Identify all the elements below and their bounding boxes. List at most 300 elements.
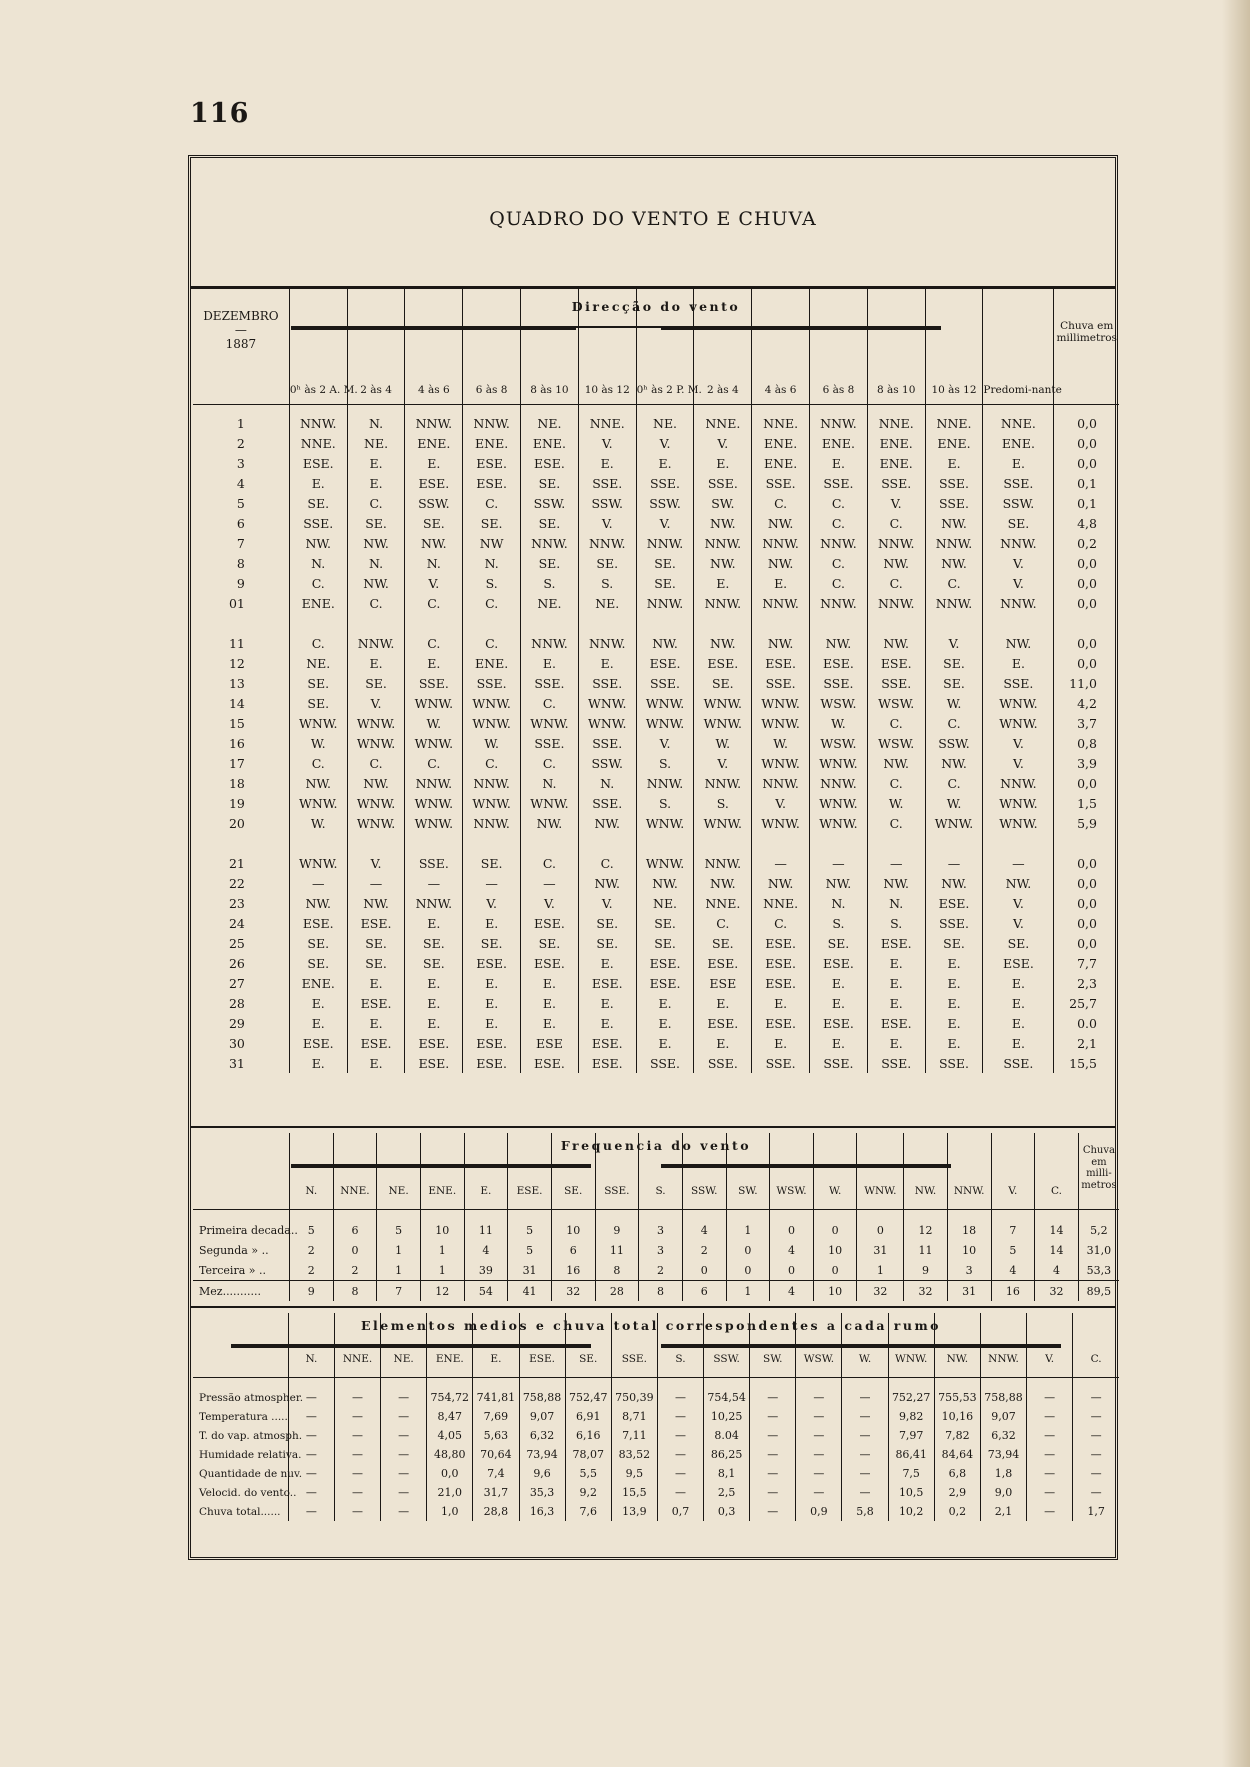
elements-heading: Elementos medios e chuva total correspondentes a cada rumo (360, 1318, 942, 1333)
value-cell: 31,0 (1078, 1240, 1119, 1260)
wind-cell: NW. (405, 533, 463, 553)
wind-cell: E. (636, 453, 694, 473)
value-cell: 758,88 (980, 1378, 1026, 1408)
wind-cell: NW. (867, 633, 925, 653)
wind-cell: N. (289, 553, 347, 573)
day-cell: 27 (228, 975, 245, 991)
freq-header-row (193, 1133, 1119, 1210)
table-row (193, 1426, 1119, 1445)
value-cell: 10,5 (888, 1483, 934, 1502)
wind-cell: NNW. (347, 633, 405, 653)
wind-cell: WNW. (463, 793, 521, 813)
day-cell: 12 (228, 655, 245, 671)
wind-cell: V. (694, 753, 752, 773)
value-cell: 7 (991, 1210, 1035, 1241)
table-row (193, 453, 1119, 473)
row-label: Pressão atmospher. (199, 1391, 304, 1404)
value-cell: 3 (639, 1210, 683, 1241)
direction-header: SSE. (611, 1313, 657, 1378)
page-number: 116 (190, 98, 250, 129)
wind-cell: ESE (694, 973, 752, 993)
value-cell: 53,3 (1078, 1260, 1119, 1281)
gap-cell (463, 833, 521, 853)
rain-cell: 0,0 (1054, 405, 1119, 434)
wind-cell: V. (983, 573, 1054, 593)
table-row (193, 733, 1119, 753)
day-cell: 3 (236, 455, 245, 471)
value-cell: — (334, 1378, 380, 1408)
value-cell: 5,63 (473, 1426, 519, 1445)
value-cell: — (657, 1407, 703, 1426)
page-edge-shadow (1222, 0, 1250, 1767)
wind-cell: ESE. (463, 453, 521, 473)
table-row (193, 913, 1119, 933)
wind-cell: SSE. (867, 473, 925, 493)
value-cell: 10 (813, 1240, 857, 1260)
wind-cell: ENE. (752, 433, 810, 453)
wind-cell: ESE. (578, 973, 636, 993)
gap-cell (289, 613, 347, 633)
gap-cell (193, 833, 289, 853)
wind-cell: SSE. (983, 1053, 1054, 1073)
wind-cell: — (752, 853, 810, 873)
value-cell: 31 (947, 1281, 991, 1302)
value-cell: 9,2 (565, 1483, 611, 1502)
value-cell: 2 (639, 1260, 683, 1281)
value-cell: — (842, 1483, 888, 1502)
gap-cell (694, 833, 752, 853)
wind-cell: NW. (810, 873, 868, 893)
gap-cell (289, 833, 347, 853)
period-header: 8 às 10 (867, 288, 925, 405)
wind-cell: C. (867, 513, 925, 533)
wind-cell: NNW. (983, 533, 1054, 553)
rain-cell: 11,0 (1054, 673, 1119, 693)
value-cell: 73,94 (980, 1445, 1026, 1464)
wind-cell: ENE. (867, 453, 925, 473)
value-cell: 21,0 (427, 1483, 473, 1502)
value-cell: 6 (682, 1281, 726, 1302)
value-cell: — (657, 1378, 703, 1408)
wind-cell: C. (810, 553, 868, 573)
row-label-header (193, 1313, 288, 1378)
wind-cell: ESE. (578, 1033, 636, 1053)
wind-cell: NNW. (578, 533, 636, 553)
value-cell: 18 (947, 1210, 991, 1241)
wind-cell: E. (578, 953, 636, 973)
day-cell: 30 (228, 1035, 245, 1051)
wind-cell: E. (867, 1033, 925, 1053)
table-row (193, 1445, 1119, 1464)
day-cell: 21 (228, 855, 245, 871)
value-cell: — (750, 1426, 796, 1445)
wind-cell: WNW. (289, 793, 347, 813)
wind-cell: SSE. (752, 473, 810, 493)
wind-cell: E. (521, 1013, 579, 1033)
value-cell: 35,3 (519, 1483, 565, 1502)
wind-cell: NNW. (578, 633, 636, 653)
wind-cell: NW (463, 533, 521, 553)
value-cell: 7,97 (888, 1426, 934, 1445)
wind-cell: SE. (289, 953, 347, 973)
wind-cell: NW. (867, 553, 925, 573)
wind-cell: V. (521, 893, 579, 913)
value-cell: 8,1 (704, 1464, 750, 1483)
wind-cell: C. (925, 773, 983, 793)
gap-cell (752, 833, 810, 853)
wind-cell: S. (694, 793, 752, 813)
wind-cell: N. (347, 553, 405, 573)
value-cell: 0 (770, 1260, 814, 1281)
value-cell: — (842, 1407, 888, 1426)
rain-cell: 15,5 (1054, 1053, 1119, 1073)
value-cell: 2 (289, 1240, 333, 1260)
wind-cell: SE. (347, 513, 405, 533)
day-cell: 6 (236, 515, 245, 531)
value-cell: 9 (595, 1210, 639, 1241)
table-row (193, 633, 1119, 653)
value-cell: 15,5 (611, 1483, 657, 1502)
wind-cell: WNW. (463, 693, 521, 713)
wind-cell: SSE. (463, 673, 521, 693)
wind-cell: C. (521, 853, 579, 873)
rain-header: Chuva em milli-metros (1078, 1133, 1119, 1210)
wind-cell: NW. (867, 873, 925, 893)
direction-header: NW. (934, 1313, 980, 1378)
wind-cell: WNW. (636, 713, 694, 733)
rain-cell: 0.0 (1054, 1013, 1119, 1033)
day-cell: 16 (228, 735, 245, 751)
wind-cell: WNW. (347, 793, 405, 813)
frequency-table (193, 1133, 1119, 1301)
wind-cell: NW. (289, 533, 347, 553)
value-cell: — (288, 1378, 334, 1408)
wind-cell: C. (694, 913, 752, 933)
wind-cell: C. (752, 493, 810, 513)
wind-cell: WNW. (694, 713, 752, 733)
value-cell: 2 (289, 1260, 333, 1281)
direction-header: W. (813, 1133, 857, 1210)
wind-cell: ESE. (636, 953, 694, 973)
wind-cell: ESE. (405, 1053, 463, 1073)
elements-table (193, 1313, 1119, 1521)
table-row (193, 493, 1119, 513)
direction-header: ESE. (508, 1133, 552, 1210)
table-row (193, 1407, 1119, 1426)
value-cell: 89,5 (1078, 1281, 1119, 1302)
wind-cell: NNE. (925, 405, 983, 434)
day-cell: 28 (228, 995, 245, 1011)
value-cell: 5 (508, 1240, 552, 1260)
wind-cell: NW. (289, 773, 347, 793)
wind-cell: E. (925, 453, 983, 473)
wind-cell: NNW. (463, 813, 521, 833)
wind-cell: NNW. (867, 593, 925, 613)
value-cell: — (1027, 1502, 1073, 1521)
value-cell: — (1073, 1483, 1119, 1502)
wind-cell: E. (347, 453, 405, 473)
wind-cell: E. (636, 1033, 694, 1053)
wind-cell: W. (463, 733, 521, 753)
row-label: Quantidade de nuv. (199, 1467, 303, 1480)
wind-cell: E. (752, 993, 810, 1013)
direction-header: W. (842, 1313, 888, 1378)
value-cell: 8 (333, 1281, 377, 1302)
wind-cell: ESE. (347, 993, 405, 1013)
wind-cell: E. (463, 1013, 521, 1033)
period-header: 0ʰ às 2 P. M. (636, 288, 694, 405)
wind-cell: NW. (925, 513, 983, 533)
value-cell: 8.04 (704, 1426, 750, 1445)
table-row (193, 653, 1119, 673)
day-cell: 9 (236, 575, 245, 591)
wind-cell: E. (521, 653, 579, 673)
wind-cell: S. (636, 793, 694, 813)
direction-header: WSW. (796, 1313, 842, 1378)
wind-cell: — (463, 873, 521, 893)
rain-cell: 0,0 (1054, 453, 1119, 473)
wind-cell: WNW. (289, 713, 347, 733)
rain-cell: 0,0 (1054, 893, 1119, 913)
value-cell: 86,41 (888, 1445, 934, 1464)
year-label: 1887 (225, 336, 257, 351)
table-row (193, 1033, 1119, 1053)
value-cell: — (657, 1445, 703, 1464)
wind-cell: WSW. (867, 693, 925, 713)
wind-cell: SE. (347, 933, 405, 953)
wind-cell: WNW. (636, 693, 694, 713)
wind-cell: — (347, 873, 405, 893)
wind-cell: SSE. (752, 1053, 810, 1073)
wind-cell: E. (347, 973, 405, 993)
wind-cell: C. (463, 753, 521, 773)
wind-cell: NNE. (289, 433, 347, 453)
wind-cell: ENE. (752, 453, 810, 473)
wind-cell: ENE. (925, 433, 983, 453)
wind-cell: WSW. (810, 693, 868, 713)
value-cell: — (750, 1483, 796, 1502)
wind-cell: NNE. (694, 893, 752, 913)
gap-cell (521, 833, 579, 853)
value-cell: 0 (682, 1260, 726, 1281)
value-cell: 11 (595, 1240, 639, 1260)
wind-cell: SSE. (925, 913, 983, 933)
wind-cell: V. (983, 733, 1054, 753)
value-cell: — (842, 1464, 888, 1483)
value-cell: 11 (904, 1240, 948, 1260)
value-cell: 6,32 (980, 1426, 1026, 1445)
gap-cell (463, 613, 521, 633)
rain-cell: 0,0 (1054, 433, 1119, 453)
value-cell: 9,07 (519, 1407, 565, 1426)
wind-cell: SE. (347, 953, 405, 973)
wind-cell: SSE. (925, 493, 983, 513)
value-cell: 5 (508, 1210, 552, 1241)
direction-header: NNW. (980, 1313, 1026, 1378)
wind-cell: V. (578, 513, 636, 533)
day-cell: 7 (236, 535, 245, 551)
wind-cell: V. (578, 433, 636, 453)
direction-header: S. (657, 1313, 703, 1378)
wind-cell: WNW. (405, 693, 463, 713)
wind-cell: V. (636, 733, 694, 753)
wind-cell: ESE. (521, 1053, 579, 1073)
value-cell: — (334, 1502, 380, 1521)
wind-cell: SSW. (405, 493, 463, 513)
value-cell: — (334, 1464, 380, 1483)
direction-header: N. (288, 1313, 334, 1378)
direction-header: NNW. (947, 1133, 991, 1210)
frequency-heading: Frequencia do vento (560, 1138, 752, 1153)
wind-cell: E. (578, 1013, 636, 1033)
value-cell: 4 (682, 1210, 726, 1241)
value-cell: 10,2 (888, 1502, 934, 1521)
gap-cell (925, 833, 983, 853)
gap-cell (867, 833, 925, 853)
value-cell: 7 (377, 1281, 421, 1302)
wind-cell: WNW. (347, 733, 405, 753)
value-cell: 83,52 (611, 1445, 657, 1464)
day-cell: 11 (228, 635, 245, 651)
wind-cell: E. (289, 993, 347, 1013)
value-cell: 4 (991, 1260, 1035, 1281)
period-header: 8 às 10 (521, 288, 579, 405)
wind-cell: WSW. (867, 733, 925, 753)
value-cell: — (288, 1483, 334, 1502)
value-cell: 6,32 (519, 1426, 565, 1445)
wind-cell: C. (925, 713, 983, 733)
wind-cell: WNW. (578, 693, 636, 713)
value-cell: 752,27 (888, 1378, 934, 1408)
value-cell: 48,80 (427, 1445, 473, 1464)
wind-cell: NW. (289, 893, 347, 913)
value-cell: 4 (1035, 1260, 1079, 1281)
wind-cell: NNW. (521, 633, 579, 653)
wind-cell: C. (810, 513, 868, 533)
direction-header: N. (289, 1133, 333, 1210)
wind-cell: NNE. (694, 405, 752, 434)
value-cell: 73,94 (519, 1445, 565, 1464)
value-cell: 1,7 (1073, 1502, 1119, 1521)
wind-cell: SE. (289, 493, 347, 513)
wind-cell: ENE. (289, 973, 347, 993)
wind-cell: SE. (925, 653, 983, 673)
wind-cell: ESE. (752, 1013, 810, 1033)
value-cell: 41 (508, 1281, 552, 1302)
value-cell: 0 (813, 1260, 857, 1281)
wind-cell: ESE. (810, 653, 868, 673)
wind-cell: SSE. (983, 673, 1054, 693)
wind-cell: ESE. (463, 1053, 521, 1073)
wind-cell: E. (289, 1053, 347, 1073)
wind-cell: SE. (983, 933, 1054, 953)
value-cell: 28 (595, 1281, 639, 1302)
table-row (193, 673, 1119, 693)
gap-cell (1054, 613, 1119, 633)
wind-cell: C. (925, 573, 983, 593)
wind-cell: E. (578, 653, 636, 673)
wind-cell: NNW. (752, 593, 810, 613)
value-cell: — (1073, 1378, 1119, 1408)
gap-cell (521, 613, 579, 633)
wind-cell: NW. (752, 633, 810, 653)
value-cell: 1 (726, 1210, 770, 1241)
direction-header: WSW. (770, 1133, 814, 1210)
direction-header: NW. (904, 1133, 948, 1210)
direction-header: WNW. (857, 1133, 904, 1210)
value-cell: 39 (464, 1260, 508, 1281)
wind-cell: SE. (405, 513, 463, 533)
wind-cell: NNW. (694, 773, 752, 793)
table-row (193, 1378, 1119, 1408)
table-row (193, 1053, 1119, 1073)
wind-header-row (193, 288, 1119, 405)
value-cell: 1 (857, 1260, 904, 1281)
value-cell: — (334, 1445, 380, 1464)
wind-cell: WNW. (752, 693, 810, 713)
value-cell: 5,5 (565, 1464, 611, 1483)
value-cell: 1,0 (427, 1502, 473, 1521)
value-cell: 9,82 (888, 1407, 934, 1426)
wind-cell: SE. (405, 953, 463, 973)
wind-cell: W. (925, 693, 983, 713)
wind-cell: SSW. (636, 493, 694, 513)
wind-cell: ESE. (463, 473, 521, 493)
table-row (193, 773, 1119, 793)
table-row (193, 753, 1119, 773)
value-cell: — (1073, 1426, 1119, 1445)
wind-cell: NW. (983, 873, 1054, 893)
gap-cell (925, 613, 983, 633)
wind-cell: NNW. (752, 533, 810, 553)
value-cell: 4 (770, 1281, 814, 1302)
wind-cell: E. (925, 1013, 983, 1033)
wind-cell: V. (983, 913, 1054, 933)
wind-cell: — (810, 853, 868, 873)
wind-cell: E. (867, 953, 925, 973)
rain-cell: 0,0 (1054, 873, 1119, 893)
value-cell: 0,7 (657, 1502, 703, 1521)
value-cell: 70,64 (473, 1445, 519, 1464)
value-cell: — (1027, 1445, 1073, 1464)
value-cell: 0,3 (704, 1502, 750, 1521)
value-cell: 9,0 (980, 1483, 1026, 1502)
wind-cell: C. (405, 593, 463, 613)
wind-cell: ESE. (521, 453, 579, 473)
day-cell: 26 (228, 955, 245, 971)
wind-cell: SSW. (983, 493, 1054, 513)
wind-cell: NNW. (925, 593, 983, 613)
wind-cell: V. (405, 573, 463, 593)
direction-header: SW. (726, 1133, 770, 1210)
wind-cell: ENE. (867, 433, 925, 453)
wind-cell: SE. (636, 913, 694, 933)
day-cell: 1 (236, 415, 245, 431)
wind-cell: NNW. (636, 533, 694, 553)
value-cell: — (1073, 1445, 1119, 1464)
wind-cell: E. (752, 1033, 810, 1053)
row-label-header (193, 1133, 289, 1210)
wind-cell: C. (289, 573, 347, 593)
table-row (193, 1464, 1119, 1483)
wind-cell: V. (867, 493, 925, 513)
direction-header: E. (473, 1313, 519, 1378)
wind-cell: N. (347, 405, 405, 434)
gap-cell (1054, 833, 1119, 853)
wind-cell: S. (636, 753, 694, 773)
wind-cell: SSE. (578, 673, 636, 693)
decade-gap-row (193, 613, 1119, 633)
